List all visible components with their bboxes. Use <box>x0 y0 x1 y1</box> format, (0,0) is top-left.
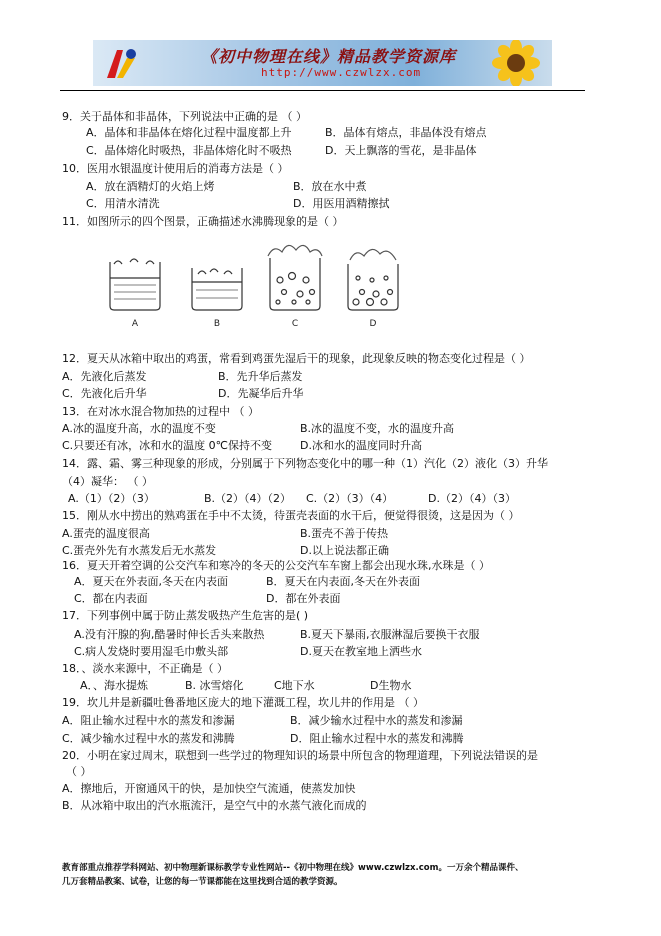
text-line: D．都在外表面 <box>266 592 341 605</box>
text-line: B．先升华后蒸发 <box>218 370 303 383</box>
banner-url[interactable]: http://www.czwlzx.com <box>261 66 422 79</box>
figure-label-b: B <box>213 319 221 329</box>
figure-label-c: C <box>291 319 299 329</box>
text-line: D.夏天在教室地上洒些水 <box>300 645 422 658</box>
text-line: C．减少输水过程中水的蒸发和沸腾 <box>62 732 235 745</box>
text-line: C．都在内表面 <box>74 592 148 605</box>
text-line: D．天上飘落的雪花，是非晶体 <box>325 144 477 157</box>
text-line: C.（2）（3）（4） <box>306 492 394 505</box>
boiling-figure <box>100 238 400 330</box>
text-line: A.蛋壳的温度很高 <box>62 527 150 540</box>
text-line: 11．如图所示的四个图景，正确描述水沸腾现象的是（ ） <box>62 215 344 228</box>
text-line: C．先液化后升华 <box>62 387 147 400</box>
text-line: C．晶体熔化时吸热，非晶体熔化时不吸热 <box>86 144 292 157</box>
text-line: B. 冰雪熔化 <box>185 679 244 692</box>
text-line: D.冰和水的温度同时升高 <box>300 439 422 452</box>
text-line: （4）凝华： （ ） <box>62 475 153 488</box>
header-rule <box>60 90 585 91</box>
text-line: 12．夏天从冰箱中取出的鸡蛋，常看到鸡蛋先湿后干的现象，此现象反映的物态变化过程是（ ） <box>62 352 531 365</box>
text-line: B.冰的温度不变，水的温度升高 <box>300 422 455 435</box>
text-line: C.只要还有冰，冰和水的温度 0℃保持不变 <box>62 439 273 452</box>
text-line: 14．露、霜、雾三种现象的形成，分别属于下列物态变化中的哪一种（1）汽化（2）液化（3）升华 <box>62 457 548 470</box>
text-line: D．用医用酒精擦拭 <box>293 197 390 210</box>
text-line: 16．夏天开着空调的公交汽车和寒冷的冬天的公交汽车车窗上都会出现水珠,水珠是（ ） <box>62 559 490 572</box>
text-line: A．先液化后蒸发 <box>62 370 147 383</box>
text-line: C.病人发烧时要用湿毛巾敷头部 <box>74 645 229 658</box>
text-line: 18．、淡水来源中，不正确是（ ） <box>62 662 228 675</box>
text-line: D.以上说法都正确 <box>300 544 389 557</box>
text-line: 10．医用水银温度计使用后的消毒方法是（ ） <box>62 162 289 175</box>
text-line: C.蛋壳外先有水蒸发后无水蒸发 <box>62 544 217 557</box>
text-line: B．夏天在内表面,冬天在外表面 <box>266 575 421 588</box>
text-line: 20．小明在家过周末，联想到一些学过的物理知识的场景中所包含的物理道理，下列说法错误的是 <box>62 749 538 762</box>
footer-line-1: 教育部重点推荐学科网站、初中物理新课标教学专业性网站--《初中物理在线》www.czwlzx.com。一万余个精品课件、 <box>62 863 524 873</box>
text-line: A．放在酒精灯的火焰上烤 <box>86 180 215 193</box>
text-line: B．放在水中煮 <box>293 180 367 193</box>
sunflower-icon <box>484 40 548 86</box>
text-line: B．晶体有熔点，非晶体没有熔点 <box>325 126 487 139</box>
text-line: 15．刚从水中捞出的熟鸡蛋在手中不太烫，待蛋壳表面的水干后，便觉得很烫，这是因为（ ） <box>62 509 520 522</box>
text-line: B.夏天下暴雨,衣服淋湿后要换干衣服 <box>300 628 480 641</box>
text-line: 9．关于晶体和非晶体，下列说法中正确的是 （ ） <box>62 110 307 123</box>
text-line: C．用清水清洗 <box>86 197 160 210</box>
header-banner <box>93 40 552 86</box>
text-line: A．夏天在外表面,冬天在内表面 <box>74 575 229 588</box>
text-line: D.（2）（4）（3） <box>428 492 516 505</box>
banner-title: 《初中物理在线》精品教学资源库 <box>201 47 457 66</box>
text-line: A.（1）（2）（3） <box>68 492 155 505</box>
text-line: A．晶体和非晶体在熔化过程中温度都上升 <box>86 126 292 139</box>
text-line: A.冰的温度升高，水的温度不变 <box>62 422 216 435</box>
site-logo-icon <box>101 44 141 84</box>
figure-label-a: A <box>131 319 139 329</box>
text-line: D生物水 <box>370 679 412 692</box>
text-line: D．先凝华后升华 <box>218 387 304 400</box>
text-line: （ ） <box>66 765 92 778</box>
text-line: A．擦地后，开窗通风干的快，是加快空气流通，使蒸发加快 <box>62 782 356 795</box>
text-line: A．、海水提炼 <box>80 679 149 692</box>
text-line: A.没有汗腺的狗,酷暑时伸长舌头来散热 <box>74 628 265 641</box>
figure-label-d: D <box>369 319 377 329</box>
text-line: B.蛋壳不善于传热 <box>300 527 389 540</box>
text-line: D．阻止输水过程中水的蒸发和沸腾 <box>290 732 464 745</box>
text-line: B．减少输水过程中水的蒸发和渗漏 <box>290 714 463 727</box>
footer-line-2: 几万套精品教案、试卷，让您的每一节课都能在这里找到合适的教学资源。 <box>62 877 343 887</box>
text-line: 19．坎儿井是新疆吐鲁番地区庞大的地下灌溉工程，坎儿井的作用是 （ ） <box>62 696 424 709</box>
text-line: 17．下列事例中属于防止蒸发吸热产生危害的是( ) <box>62 609 309 622</box>
text-line: C地下水 <box>274 679 315 692</box>
text-line: A．阻止输水过程中水的蒸发和渗漏 <box>62 714 235 727</box>
text-line: B．从冰箱中取出的汽水瓶流汗，是空气中的水蒸气液化而成的 <box>62 799 367 812</box>
text-line: B.（2）（4）（2） <box>204 492 292 505</box>
text-line: 13．在对冰水混合物加热的过程中 （ ） <box>62 405 259 418</box>
